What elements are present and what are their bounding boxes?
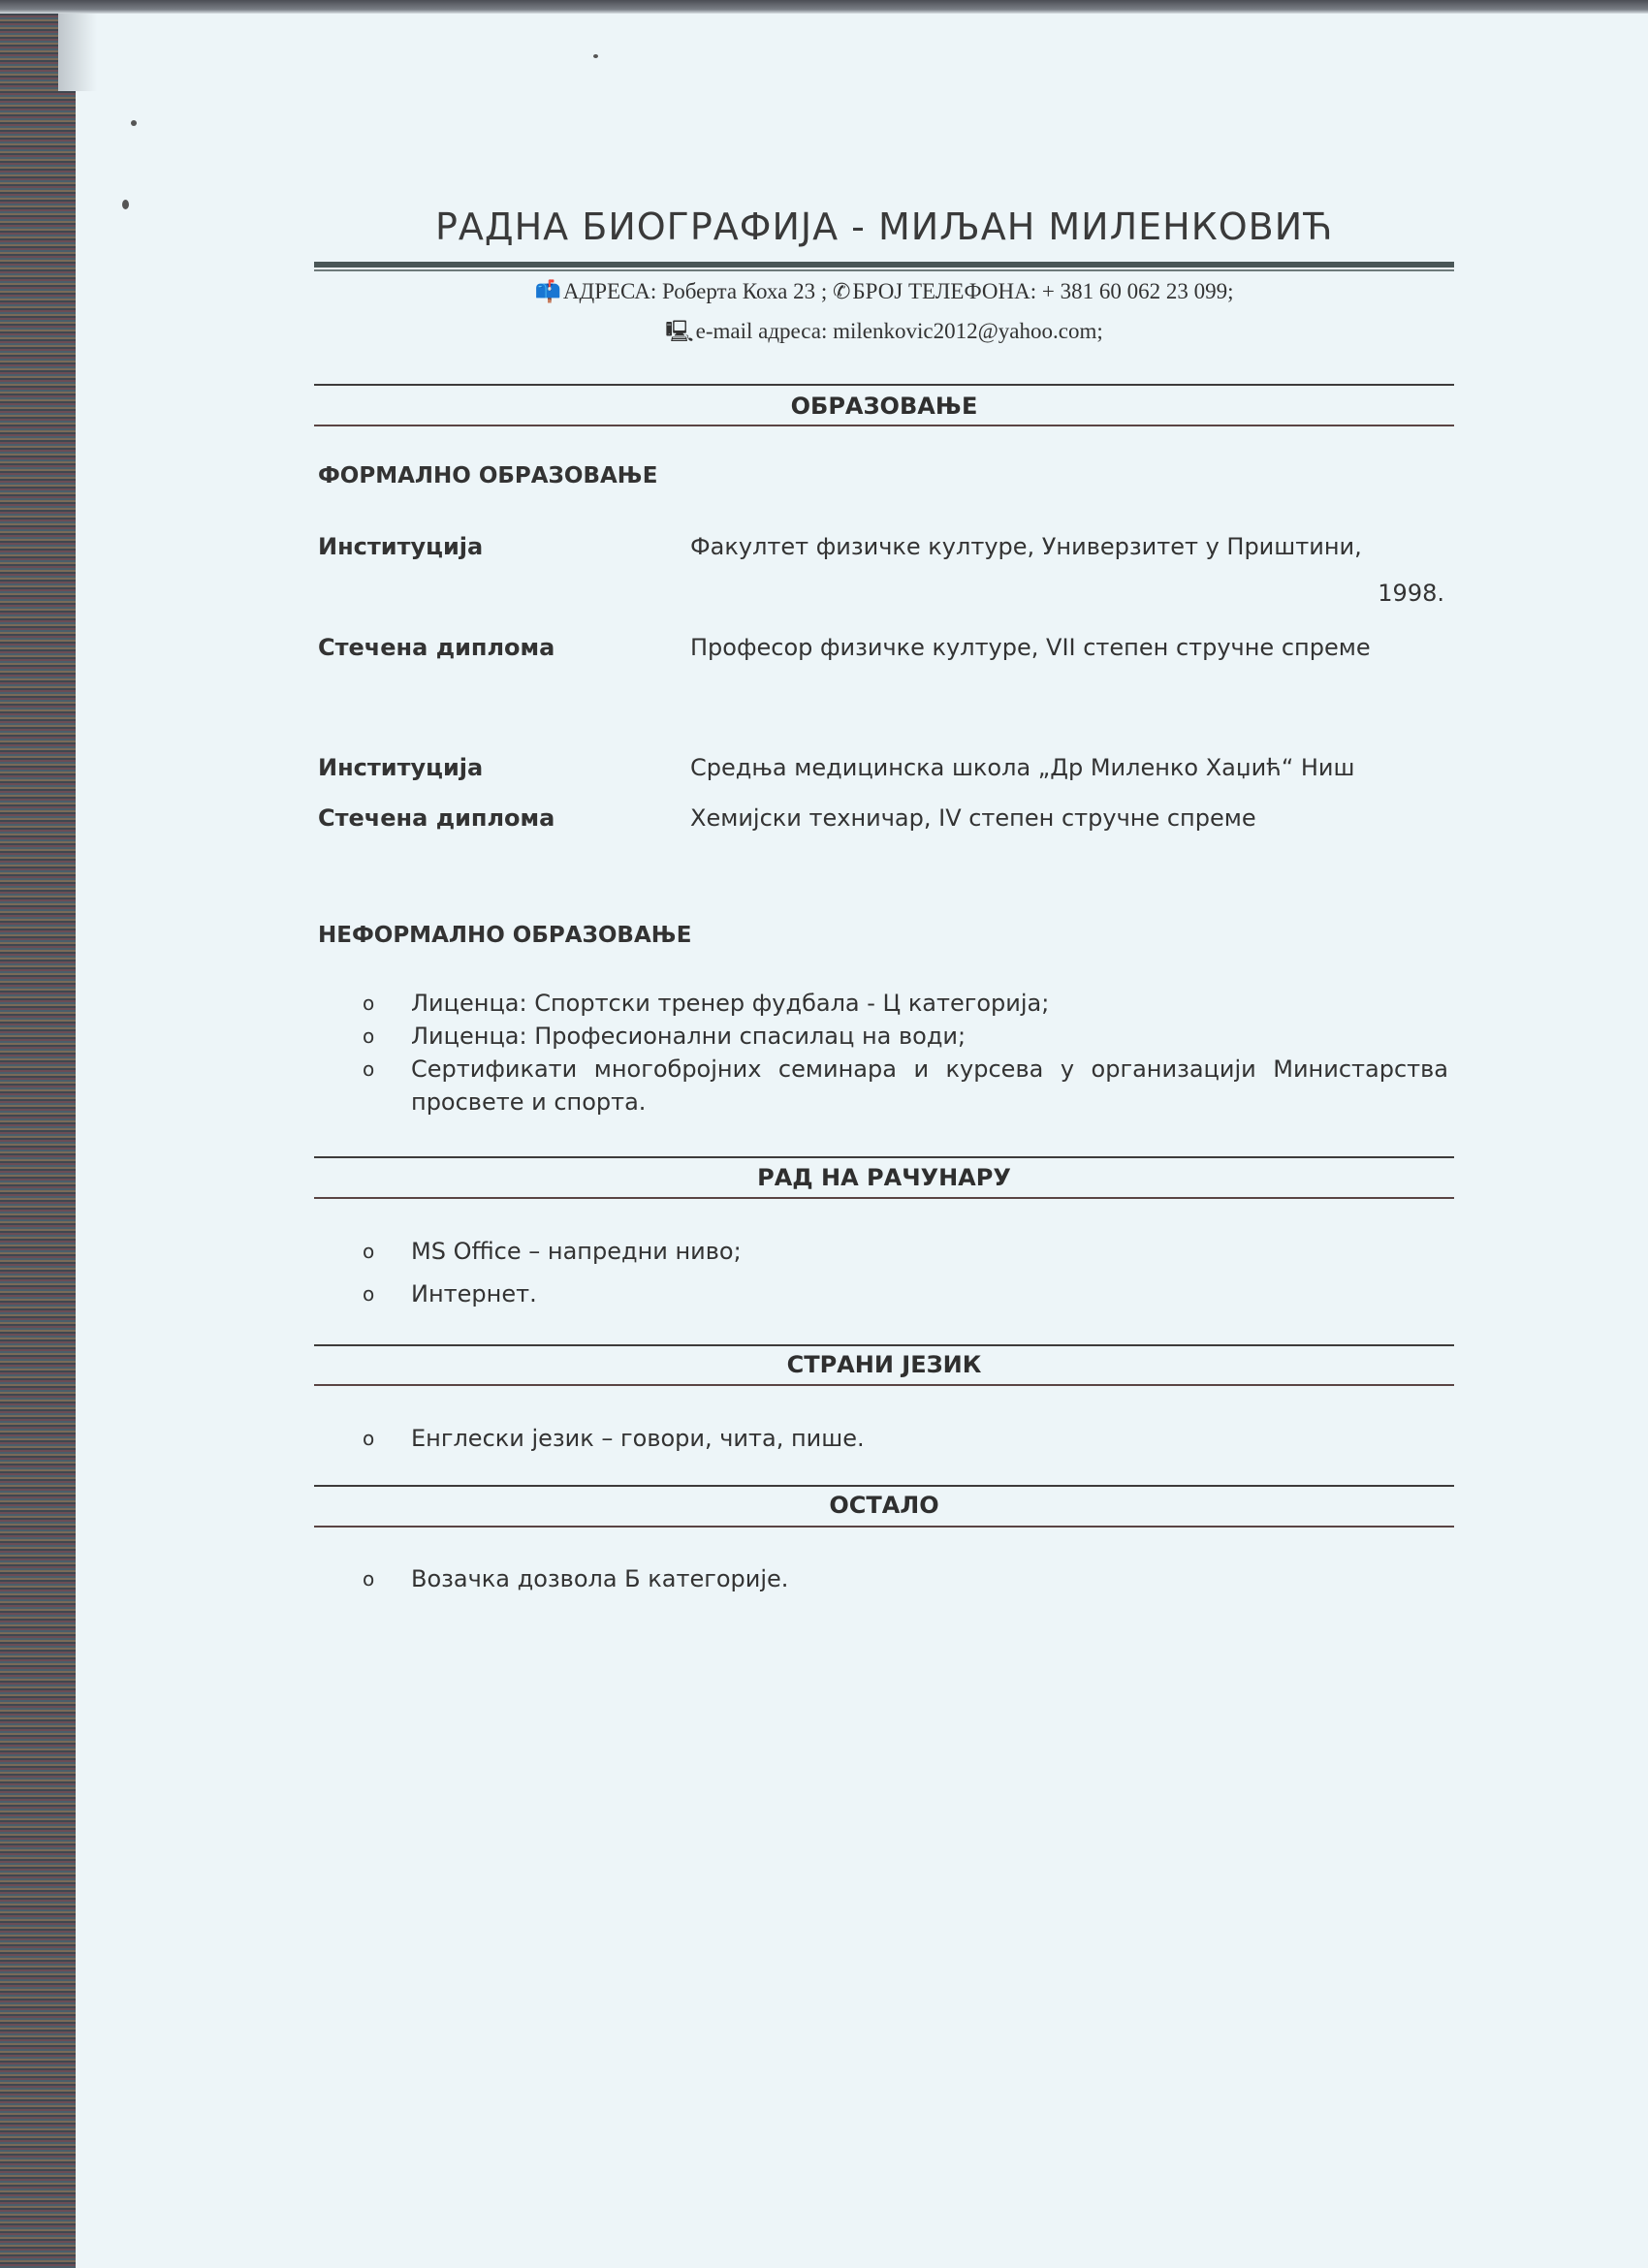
computer-skills-list <box>314 1235 1454 1310</box>
page-title: РАДНА БИОГРАФИЈА - МИЉАН МИЛЕНКОВИЋ <box>435 205 1333 248</box>
informal-education-list <box>314 987 1454 1118</box>
list-item <box>314 987 1454 1020</box>
section-divider-bottom <box>314 425 1454 426</box>
list-item <box>314 1020 1454 1053</box>
list-item <box>314 1277 1454 1310</box>
scanner-corner-shadow <box>58 14 97 91</box>
graduation-year: 1998. <box>1378 580 1444 607</box>
list-item-text: Енглески језик – говори, чита, пише. <box>411 1425 865 1452</box>
list-item <box>314 1562 1454 1595</box>
bullet-marker: o <box>363 992 375 1015</box>
scan-speck <box>122 200 129 209</box>
list-item <box>314 1422 1454 1455</box>
contact-line-address-phone <box>314 279 1454 304</box>
institution-value: Средња медицинска школа „Др Миленко Хаџић“ Ниш <box>690 754 1355 781</box>
section-divider-bottom <box>314 1197 1454 1199</box>
list-item <box>314 1235 1454 1268</box>
list-item <box>314 1053 1454 1118</box>
phone-icon: ✆ <box>832 279 851 303</box>
mailbox-icon: 📫 <box>534 279 561 303</box>
scanner-top-artifact <box>0 0 1648 14</box>
formal-education-heading: ФОРМАЛНО ОБРАЗОВАЊЕ <box>318 463 658 488</box>
institution-label: Институција <box>318 754 484 781</box>
bullet-marker: o <box>363 1240 375 1263</box>
email-text: e-mail адреса: milenkovic2012@yahoo.com; <box>695 319 1103 343</box>
bullet-marker: o <box>363 1427 375 1450</box>
scan-speck <box>131 120 137 126</box>
institution-value: Факултет физичке културе, Универзитет у Приштини, <box>690 533 1362 560</box>
section-heading-other: ОСТАЛО <box>829 1492 939 1519</box>
address-text: АДРЕСА: Роберта Коха 23 ; <box>562 279 828 303</box>
section-divider-bottom <box>314 1384 1454 1386</box>
scanner-edge-artifact <box>0 0 76 2268</box>
list-item-text: Лиценца: Професионални спасилац на води; <box>411 1023 967 1050</box>
section-divider-top <box>314 384 1454 386</box>
bullet-marker: o <box>363 1057 375 1081</box>
computer-icon: 🖳 <box>665 319 694 343</box>
phone-text: БРОЈ ТЕЛЕФОНА: + 381 60 062 23 099; <box>852 279 1234 303</box>
other-list <box>314 1562 1454 1595</box>
title-divider-thin <box>314 269 1454 271</box>
section-divider-top <box>314 1344 1454 1346</box>
list-item-text: Лиценца: Спортски тренер фудбала - Ц категорија; <box>411 990 1050 1017</box>
institution-label: Институција <box>318 533 484 560</box>
section-divider-bottom <box>314 1526 1454 1528</box>
diploma-value: Професор физичке културе, VII степен стручне спреме <box>690 634 1371 661</box>
diploma-label: Стечена диплома <box>318 804 555 832</box>
bullet-marker: o <box>363 1024 375 1048</box>
informal-education-heading: НЕФОРМАЛНО ОБРАЗОВАЊЕ <box>318 923 692 948</box>
diploma-value: Хемијски техничар, IV степен стручне спреме <box>690 804 1256 832</box>
contact-line-email <box>314 315 1454 352</box>
list-item-text: Сертификати многобројних семинара и курсева у организацији Министарства просвете и спорта. <box>411 1055 1448 1116</box>
title-divider <box>314 262 1454 268</box>
bullet-marker: o <box>363 1282 375 1306</box>
section-divider-top <box>314 1156 1454 1158</box>
section-heading-education: ОБРАЗОВАЊЕ <box>790 393 978 420</box>
section-heading-languages: СТРАНИ ЈЕЗИК <box>786 1351 982 1378</box>
section-heading-computer: РАД НА РАЧУНАРУ <box>757 1164 1011 1191</box>
diploma-label: Стечена диплома <box>318 634 555 661</box>
list-item-text: MS Office – напредни ниво; <box>411 1238 742 1265</box>
section-divider-top <box>314 1485 1454 1487</box>
list-item-text: Интернет. <box>411 1280 537 1307</box>
scan-speck <box>593 54 598 58</box>
list-item-text: Возачка дозвола Б категорије. <box>411 1565 789 1592</box>
language-list <box>314 1422 1454 1455</box>
bullet-marker: o <box>363 1567 375 1591</box>
